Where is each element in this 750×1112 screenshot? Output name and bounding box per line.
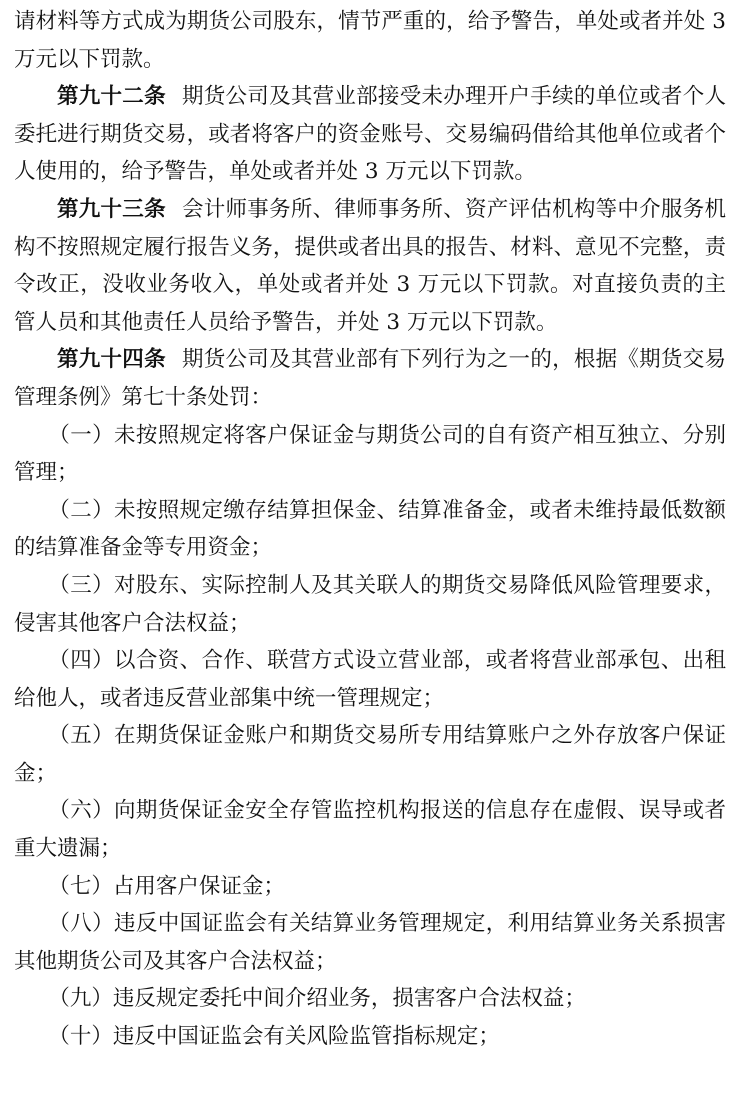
list-item: （六）向期货保证金安全存管监控机构报送的信息存在虚假、误导或者重大遗漏； [14,798,726,862]
continued-paragraph: 请材料等方式成为期货公司股东，情节严重的，给予警告，单处或者并处 3 万元以下罚款。 [14,9,726,72]
list-item: （七）占用客户保证金； [48,873,285,899]
article-title: 第九十四条 [57,347,166,373]
document-page [14,3,726,1056]
list-item: （八）违反中国证监会有关结算业务管理规定，利用结算业务关系损害其他期货公司及其客户合法权益； [14,911,726,974]
article-body: 会计师事务所、律师事务所、资产评估机构等中介服务机构不按照规定履行报告义务，提供或者出具的报告、材料、意见不完整，责令改正，没收业务收入，单处或者并处 3 万元以下罚款。对直接负责的主管人员和其他责任人员给予警告，并处 3 万元以下罚款。 [14,196,726,335]
list-item: （十）违反中国证监会有关风险监管指标规定； [48,1024,500,1050]
list-item: （三）对股东、实际控制人及其关联人的期货交易降低风险管理要求，侵害其他客户合法权益； [14,572,726,636]
article-body: 期货公司及其营业部接受未办理开户手续的单位或者个人委托进行期货交易，或者将客户的资金账号、交易编码借给其他单位或者个人使用的，给予警告，单处或者并处 3 万元以下罚款。 [14,84,726,185]
list-item: （二）未按照规定缴存结算担保金、结算准备金，或者未维持最低数额的结算准备金等专用资金； [14,497,726,561]
article-94 [14,341,726,416]
list-item: （五）在期货保证金账户和期货交易所专用结算账户之外存放客户保证金； [14,723,726,786]
article-92 [14,78,726,191]
article-title: 第九十二条 [57,84,166,110]
list-item: （四）以合资、合作、联营方式设立营业部，或者将营业部承包、出租给他人，或者违反营业部集中统一管理规定； [14,648,726,711]
list-item: （一）未按照规定将客户保证金与期货公司的自有资产相互独立、分别管理； [14,422,726,486]
article-body: 期货公司及其营业部有下列行为之一的，根据《期货交易管理条例》第七十条处罚： [14,347,726,410]
article-93 [14,191,726,341]
list-item: （九）违反规定委托中间介绍业务，损害客户合法权益； [48,986,586,1012]
article-title: 第九十三条 [57,196,166,222]
